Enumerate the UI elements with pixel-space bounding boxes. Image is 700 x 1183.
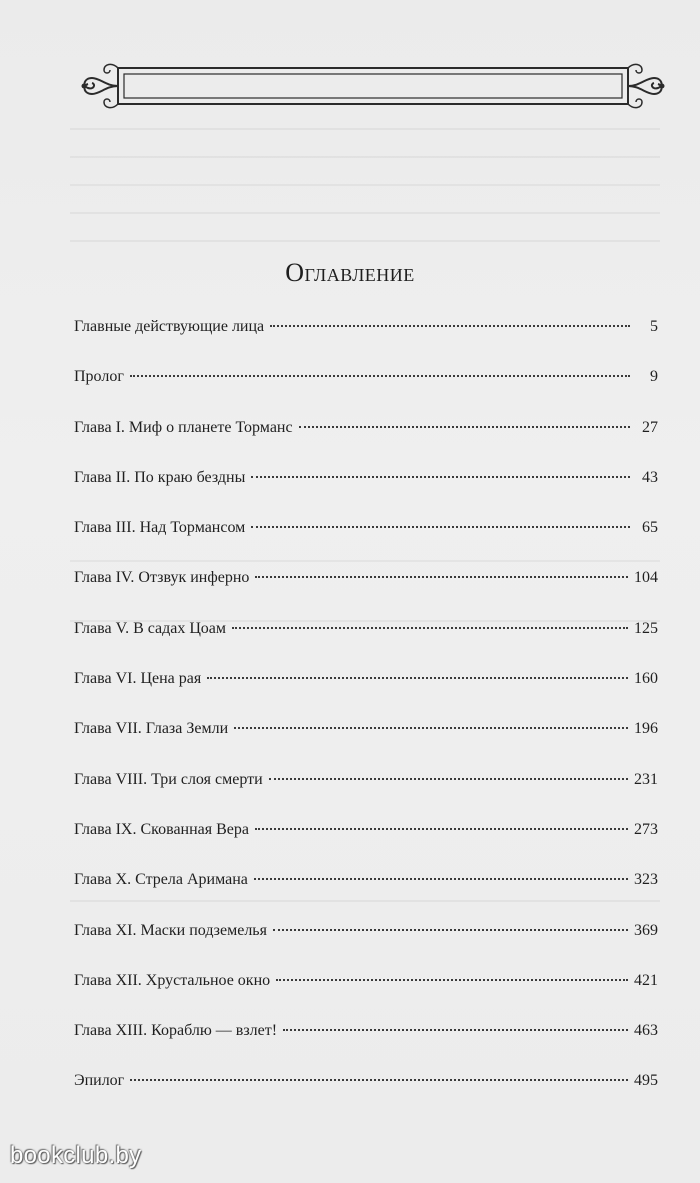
dot-leader	[251, 476, 630, 478]
toc-entry[interactable]	[74, 871, 658, 921]
contents-heading: Оглавление	[285, 258, 415, 287]
dot-leader	[207, 677, 628, 679]
toc-entry-title: Глава XII. Хрустальное окно	[74, 971, 271, 989]
toc-entry-title: Глава III. Над Тормансом	[74, 519, 246, 537]
toc-entry-title: Глава XIII. Кораблю — взлет!	[74, 1022, 278, 1040]
toc-entry[interactable]	[74, 318, 658, 368]
toc-entry-title: Эпилог	[74, 1072, 125, 1090]
bleed-through-line	[70, 184, 660, 186]
toc-entry[interactable]	[74, 469, 658, 519]
toc-entry-page: 323	[634, 871, 658, 889]
dot-leader	[130, 375, 630, 377]
toc-entry-title: Глава IV. Отзвук инферно	[74, 569, 250, 587]
toc-entry[interactable]	[74, 620, 658, 670]
toc-entry[interactable]	[74, 972, 658, 1022]
toc-entry-title: Глава V. В садах Цоам	[74, 619, 226, 637]
toc-entry-page: 43	[642, 468, 658, 486]
toc-entry-page: 5	[650, 318, 658, 335]
bleed-through-line	[70, 212, 660, 214]
toc-entry-page: 231	[634, 770, 658, 788]
toc-entry-title: Глава XI. Маски подземелья	[74, 921, 267, 939]
toc-entry-page: 27	[642, 418, 658, 436]
toc-entry-page: 273	[634, 820, 658, 838]
dot-leader	[234, 727, 628, 729]
toc-entry[interactable]	[74, 519, 658, 569]
table-of-contents	[74, 318, 658, 1123]
toc-entry-title: Глава VI. Цена рая	[74, 670, 202, 688]
toc-entry-page: 104	[634, 569, 658, 587]
toc-entry-title: Глава VIII. Три слоя смерти	[74, 770, 263, 788]
toc-entry-title: Глава VII. Глаза Земли	[74, 720, 229, 738]
dot-leader	[232, 627, 628, 629]
dot-leader	[255, 576, 628, 578]
toc-entry-title: Глава II. По краю бездны	[74, 468, 246, 486]
toc-entry-title: Глава X. Стрела Аримана	[74, 871, 248, 889]
dot-leader	[283, 1029, 628, 1031]
toc-entry[interactable]	[74, 922, 658, 972]
dot-leader	[251, 526, 630, 528]
dot-leader	[269, 778, 628, 780]
toc-entry[interactable]	[74, 771, 658, 821]
toc-entry-page: 369	[634, 921, 658, 939]
toc-entry-page: 160	[634, 670, 658, 688]
decorative-scroll-frame-icon	[78, 58, 668, 114]
toc-entry-page: 421	[634, 971, 658, 989]
toc-entry-page: 463	[634, 1022, 658, 1040]
toc-entry[interactable]	[74, 821, 658, 871]
dot-leader	[254, 878, 628, 880]
toc-entry-title: Глава I. Миф о планете Торманс	[74, 418, 293, 436]
dot-leader	[273, 929, 628, 931]
dot-leader	[270, 325, 630, 327]
toc-entry-page: 65	[642, 519, 658, 537]
dot-leader	[276, 979, 628, 981]
site-watermark: bookclub.by	[10, 1142, 142, 1169]
dot-leader	[255, 828, 628, 830]
toc-entry[interactable]	[74, 1072, 658, 1122]
bleed-through-line	[70, 156, 660, 158]
toc-entry[interactable]	[74, 720, 658, 770]
bleed-through-line	[70, 128, 660, 130]
toc-entry-page: 196	[634, 720, 658, 738]
toc-entry-title: Пролог	[74, 368, 124, 386]
toc-entry-page: 125	[634, 619, 658, 637]
toc-entry[interactable]	[74, 419, 658, 469]
toc-entry[interactable]	[74, 569, 658, 619]
toc-entry-page: 495	[634, 1072, 658, 1090]
dot-leader	[299, 426, 630, 428]
toc-entry[interactable]	[74, 1022, 658, 1072]
bleed-through-line	[70, 240, 660, 242]
toc-entry[interactable]	[74, 670, 658, 720]
toc-entry-page: 9	[650, 368, 658, 386]
dot-leader	[130, 1079, 628, 1081]
toc-entry[interactable]	[74, 368, 658, 418]
toc-entry-title: Главные действующие лица	[74, 318, 265, 335]
toc-entry-title: Глава IX. Скованная Вера	[74, 820, 249, 838]
